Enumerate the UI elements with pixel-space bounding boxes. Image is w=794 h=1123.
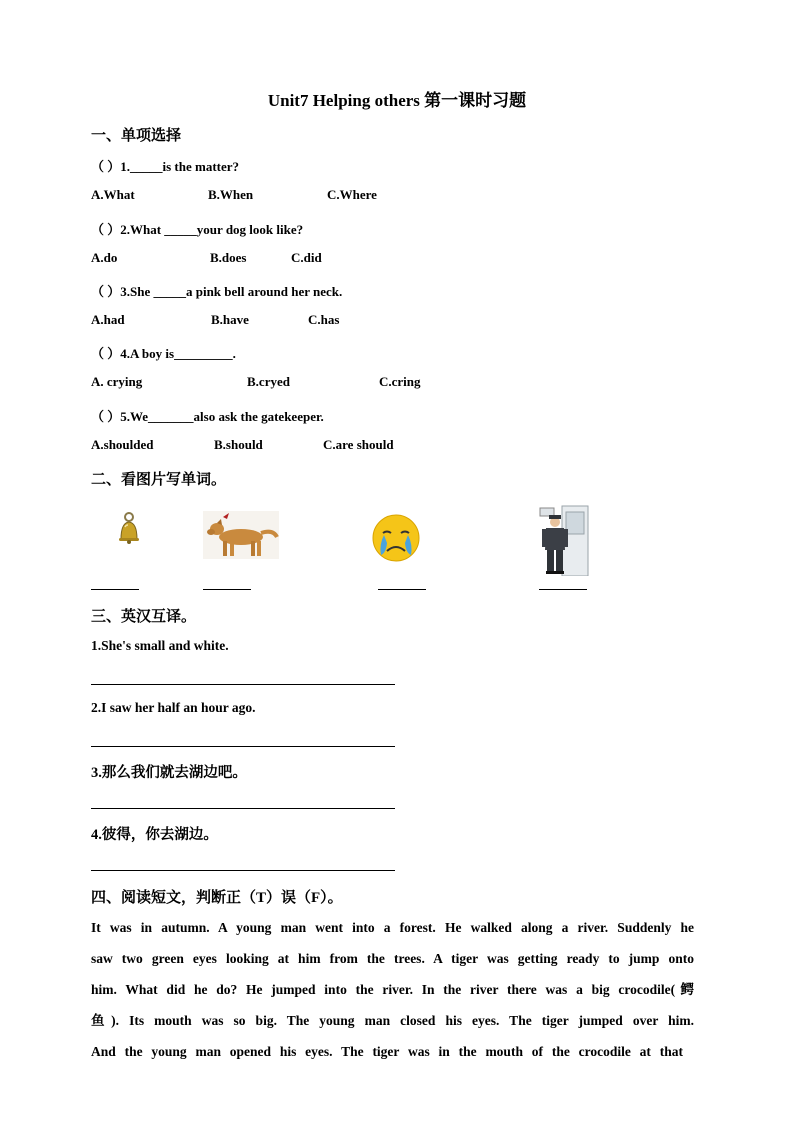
q1-option-c: C.Where — [327, 187, 377, 202]
question-2: （ ）2.What _____your dog look like? — [91, 222, 304, 237]
answer-line-1[interactable] — [91, 589, 139, 590]
question-3: （ ）3.She _____a pink bell around her neck. — [91, 284, 343, 299]
section3-heading: 三、英汉互译。 — [91, 609, 197, 625]
q4-option-b: B.cryed — [247, 374, 290, 389]
reading-line-3: him. What did he do? He jumped into the river. In the river there was a big crocodile(鳄 — [91, 982, 694, 997]
q3-option-b: B.have — [211, 312, 249, 327]
q2-option-a: A.do — [91, 250, 118, 265]
reading-line-5: And the young man opened his eyes. The tiger was in the mouth of the crocodile at that — [91, 1044, 683, 1059]
section1-heading: 一、单项选择 — [91, 128, 182, 144]
question-1: （ ）1._____is the matter? — [91, 159, 240, 174]
q5-option-c: C.are should — [323, 437, 394, 452]
crying-face-picture — [369, 513, 423, 568]
answer-line-2[interactable] — [203, 589, 251, 590]
translate-item-2: 2.I saw her half an hour ago. — [91, 700, 256, 715]
gatekeeper-picture — [538, 504, 590, 581]
bell-picture — [116, 511, 142, 550]
translate-item-4: 4.彼得，你去湖边。 — [91, 827, 218, 843]
translate-item-3: 3.那么我们就去湖边吧。 — [91, 765, 247, 781]
question-4: （ ）4.A boy is_________. — [91, 346, 236, 361]
translate-answer-line-3[interactable] — [91, 808, 395, 809]
section2-heading: 二、看图片写单词。 — [91, 472, 227, 488]
translate-answer-line-4[interactable] — [91, 870, 395, 871]
q1-option-a: A.What — [91, 187, 135, 202]
q2-option-c: C.did — [291, 250, 322, 265]
q3-option-a: A.had — [91, 312, 125, 327]
dog-picture — [203, 511, 279, 564]
q4-option-c: C.cring — [379, 374, 421, 389]
q3-option-c: C.has — [308, 312, 340, 327]
translate-answer-line-1[interactable] — [91, 684, 395, 685]
reading-line-1: It was in autumn. A young man went into a forest. He walked along a river. Suddenly he — [91, 920, 694, 935]
reading-line-2: saw two green eyes looking at him from the trees. A tiger was getting ready to jump onto — [91, 951, 694, 966]
reading-line-4: 鱼). Its mouth was so big. The young man closed his eyes. The tiger jumped over him. — [91, 1013, 694, 1028]
q5-option-a: A.shoulded — [91, 437, 154, 452]
q5-option-b: B.should — [214, 437, 263, 452]
section4-heading: 四、阅读短文，判断正（T）误（F）。 — [91, 890, 343, 906]
q1-option-b: B.When — [208, 187, 254, 202]
answer-line-4[interactable] — [539, 589, 587, 590]
page-title: Unit7 Helping others 第一课时习题 — [267, 91, 527, 110]
translate-item-1: 1.She's small and white. — [91, 638, 229, 653]
q2-option-b: B.does — [210, 250, 247, 265]
answer-line-3[interactable] — [378, 589, 426, 590]
translate-answer-line-2[interactable] — [91, 746, 395, 747]
question-5: （ ）5.We_______also ask the gatekeeper. — [91, 409, 324, 424]
q4-option-a: A. crying — [91, 374, 143, 389]
